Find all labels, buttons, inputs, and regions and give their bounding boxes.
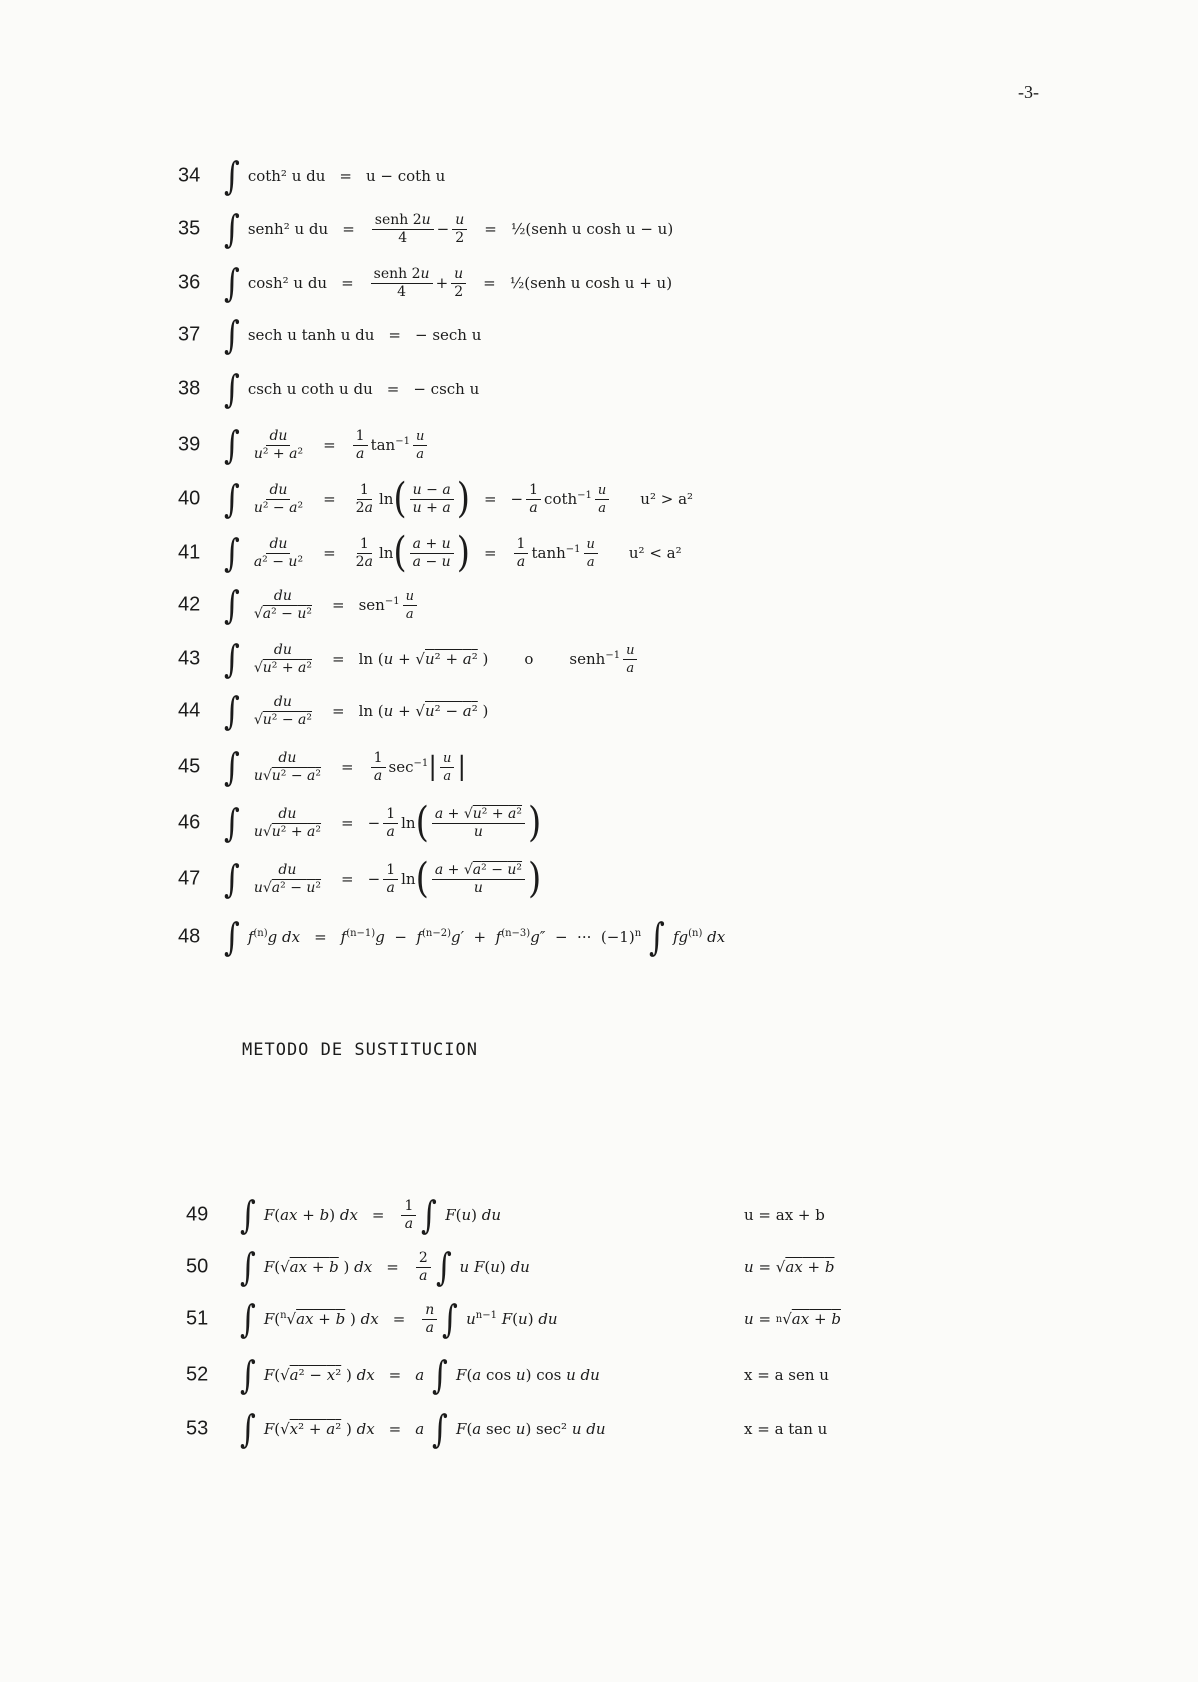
formula-row xyxy=(0,632,1198,686)
integral-sign: ∫ xyxy=(223,689,240,733)
condition: u² < a² xyxy=(628,544,682,562)
substitution: u = ax + b xyxy=(744,1206,825,1224)
formula-expression: ∫ F(√a² − x² ) dx = a ∫ F(a cos u) cos u du xyxy=(239,1353,600,1397)
formula-number: 38 xyxy=(178,377,201,400)
formula-number: 41 xyxy=(178,541,201,564)
alternative-word: o xyxy=(524,650,534,668)
formula-row xyxy=(0,149,1198,203)
formula-expression: ∫ $\frac{du}{\text{u² + a²}}$ = $\frac{1}{a}$ $\tan^{-1}$ $\frac{u}{a}$ xyxy=(222,426,430,464)
formula-number: 49 xyxy=(186,1203,209,1226)
result: ½(senh u cosh u − u) xyxy=(510,220,674,238)
formula-row xyxy=(0,308,1198,362)
formula-expression: ∫ $\frac{du}{\text{a² − u²}}$ = $\frac{1}{2a}$ ln ( $\frac{a + u}{a - u}$ ) = $\frac{1}{a}$ $\tanh^{-1}$ $\frac{u}{a}$ u² < a² xyxy=(223,529,682,577)
result: − sech u xyxy=(414,326,482,344)
formula-row xyxy=(0,796,1198,850)
formula-number: 52 xyxy=(186,1363,209,1386)
integral-sign: ∫ xyxy=(223,637,240,681)
formula-number: 37 xyxy=(178,323,201,346)
formula-number: 42 xyxy=(178,593,201,616)
section-heading: METODO DE SUSTITUCION xyxy=(242,1040,478,1060)
integral-sign: ∫ xyxy=(223,261,240,305)
formula-expression: ∫ F($^n$√ax + b ) dx = $\frac{n}{a}$ ∫ $u^{n-1}$ F(u) du xyxy=(239,1297,558,1341)
page-number: -3- xyxy=(1018,82,1039,102)
integral-sign: ∫ xyxy=(239,1245,256,1289)
formula-row xyxy=(0,418,1198,472)
integrand: senh² u du xyxy=(247,220,329,238)
formula-expression: ∫ $\frac{du}{\text{u² − a²}}$ = $\frac{1}{2a}$ ln ( $\frac{u - a}{u + a}$ ) = − $\frac{1}{a}$ coth$^{-1}$ $\frac{u}{a}$ u² > a² xyxy=(223,475,694,523)
formula-row xyxy=(0,910,1198,964)
formula-row xyxy=(0,526,1198,580)
formula-number: 39 xyxy=(178,433,201,456)
formula-expression: ∫ $\frac{du}{\text{√a² − u²}}$ = sen$^{-1}$ $\frac{u}{a}$ xyxy=(222,586,420,624)
formula-number: 51 xyxy=(186,1307,209,1330)
substitution: x = a sen u xyxy=(744,1366,829,1384)
substitution: x = a tan u xyxy=(744,1420,828,1438)
integral-sign: ∫ xyxy=(223,313,240,357)
integral-sign: ∫ xyxy=(223,477,240,521)
formula-row xyxy=(0,852,1198,906)
integrand: cosh² u du xyxy=(247,274,328,292)
condition: u² > a² xyxy=(640,490,694,508)
formula-number: 50 xyxy=(186,1255,209,1278)
formula-expression: ∫ F(√x² + a² ) dx = a ∫ F(a sec u) sec² u du xyxy=(239,1407,606,1451)
formula-number: 46 xyxy=(178,811,201,834)
integral-sign: ∫ xyxy=(223,745,240,789)
formula-expression: ∫ $\frac{du}{\text{√u² + a²}}$ = ln (u + √u² + a² ) o senh$^{-1}$ $\frac{u}{a}$ xyxy=(222,640,640,678)
integral-sign: ∫ xyxy=(223,207,240,251)
formula-number: 47 xyxy=(178,867,201,890)
integrand: sech u tanh u du xyxy=(247,326,375,344)
formula-number: 45 xyxy=(178,755,201,778)
formula-number: 43 xyxy=(178,647,201,670)
integrand: coth² u du xyxy=(247,167,326,185)
substitution: u = n √ ax + b xyxy=(744,1310,841,1328)
substitution: u = √ ax + b xyxy=(744,1258,835,1276)
formula-expression: ∫ F(ax + b) dx = $\frac{1}{a}$ ∫ F(u) du xyxy=(239,1193,502,1237)
substitution-row xyxy=(0,1402,1198,1456)
formula-expression: ∫ $\frac{du}{\text{u√u² − a²}}$ = $\frac{1}{a}$ $\sec^{-1}$ | $\frac{u}{a}$ | xyxy=(223,745,467,789)
formula-expression: ∫ csch u coth u du = − csch u xyxy=(223,367,480,411)
formula-number: 44 xyxy=(178,699,201,722)
substitution-row xyxy=(0,1348,1198,1402)
result: − csch u xyxy=(413,380,480,398)
formula-row xyxy=(0,202,1198,256)
formula-number: 40 xyxy=(178,487,201,510)
integral-sign: ∫ xyxy=(239,1353,256,1397)
formula-expression: ∫ coth² u du = u − coth u xyxy=(223,154,446,198)
integral-sign: ∫ xyxy=(223,801,240,845)
formula-row xyxy=(0,256,1198,310)
integral-sign: ∫ xyxy=(223,423,240,467)
formula-row xyxy=(0,684,1198,738)
formula-expression: ∫ $\frac{du}{\text{u√a² − u²}}$ = − $\frac{1}{a}$ ln ( $\frac{\text{a + √a² − u²}}{u}$ ) xyxy=(223,855,542,903)
formula-row xyxy=(0,578,1198,632)
formula-number: 36 xyxy=(178,271,201,294)
formula-row xyxy=(0,362,1198,416)
integral-sign: ∫ xyxy=(223,154,240,198)
formula-number: 35 xyxy=(178,217,201,240)
integrand: csch u coth u du xyxy=(247,380,373,398)
integral-sign: ∫ xyxy=(239,1407,256,1451)
integral-sign: ∫ xyxy=(239,1297,256,1341)
formula-number: 34 xyxy=(178,164,201,187)
formula-row xyxy=(0,472,1198,526)
formula-expression: ∫ sech u tanh u du = − sech u xyxy=(223,313,482,357)
integral-sign: ∫ xyxy=(223,857,240,901)
integral-sign: ∫ xyxy=(223,531,240,575)
formula-expression: ∫ F(√ax + b ) dx = $\frac{2}{a}$ ∫ u F(u) du xyxy=(239,1245,530,1289)
result: u − coth u xyxy=(365,167,446,185)
integral-sign: ∫ xyxy=(223,583,240,627)
formula-expression: ∫ $\frac{du}{\text{u√u² + a²}}$ = − $\frac{1}{a}$ ln ( $\frac{\text{a + √u² + a²}}{u}$ ) xyxy=(223,799,542,847)
formula-expression: ∫ $\frac{du}{\text{√u² − a²}}$ = ln (u + √u² − a² ) xyxy=(223,689,489,733)
result: ½(senh u cosh u + u) xyxy=(509,274,673,292)
substitution-row xyxy=(0,1188,1198,1242)
formula-expression: ∫ senh² u du = $\frac{\text{senh 2u}}{4}$ − $\frac{u}{2}$ = ½(senh u cosh u − u) xyxy=(223,207,674,251)
integral-sign: ∫ xyxy=(223,367,240,411)
substitution-row xyxy=(0,1240,1198,1294)
integral-sign: ∫ xyxy=(239,1193,256,1237)
integral-sign: ∫ xyxy=(223,915,240,959)
formula-expression: ∫ $f^{(n)}g$ dx = $f^{(n-1)}g - f^{(n-2)}g' + f^{(n-3)}g''$ − ··· $(-1)^n$ ∫ $fg^{(n)}$ dx xyxy=(223,915,726,959)
formula-number: 53 xyxy=(186,1417,209,1440)
formula-row xyxy=(0,740,1198,794)
formula-number: 48 xyxy=(178,925,201,948)
formula-expression: ∫ cosh² u du = $\frac{\text{senh 2u}}{4}$ + $\frac{u}{2}$ = ½(senh u cosh u + u) xyxy=(223,261,673,305)
substitution-row xyxy=(0,1292,1198,1346)
